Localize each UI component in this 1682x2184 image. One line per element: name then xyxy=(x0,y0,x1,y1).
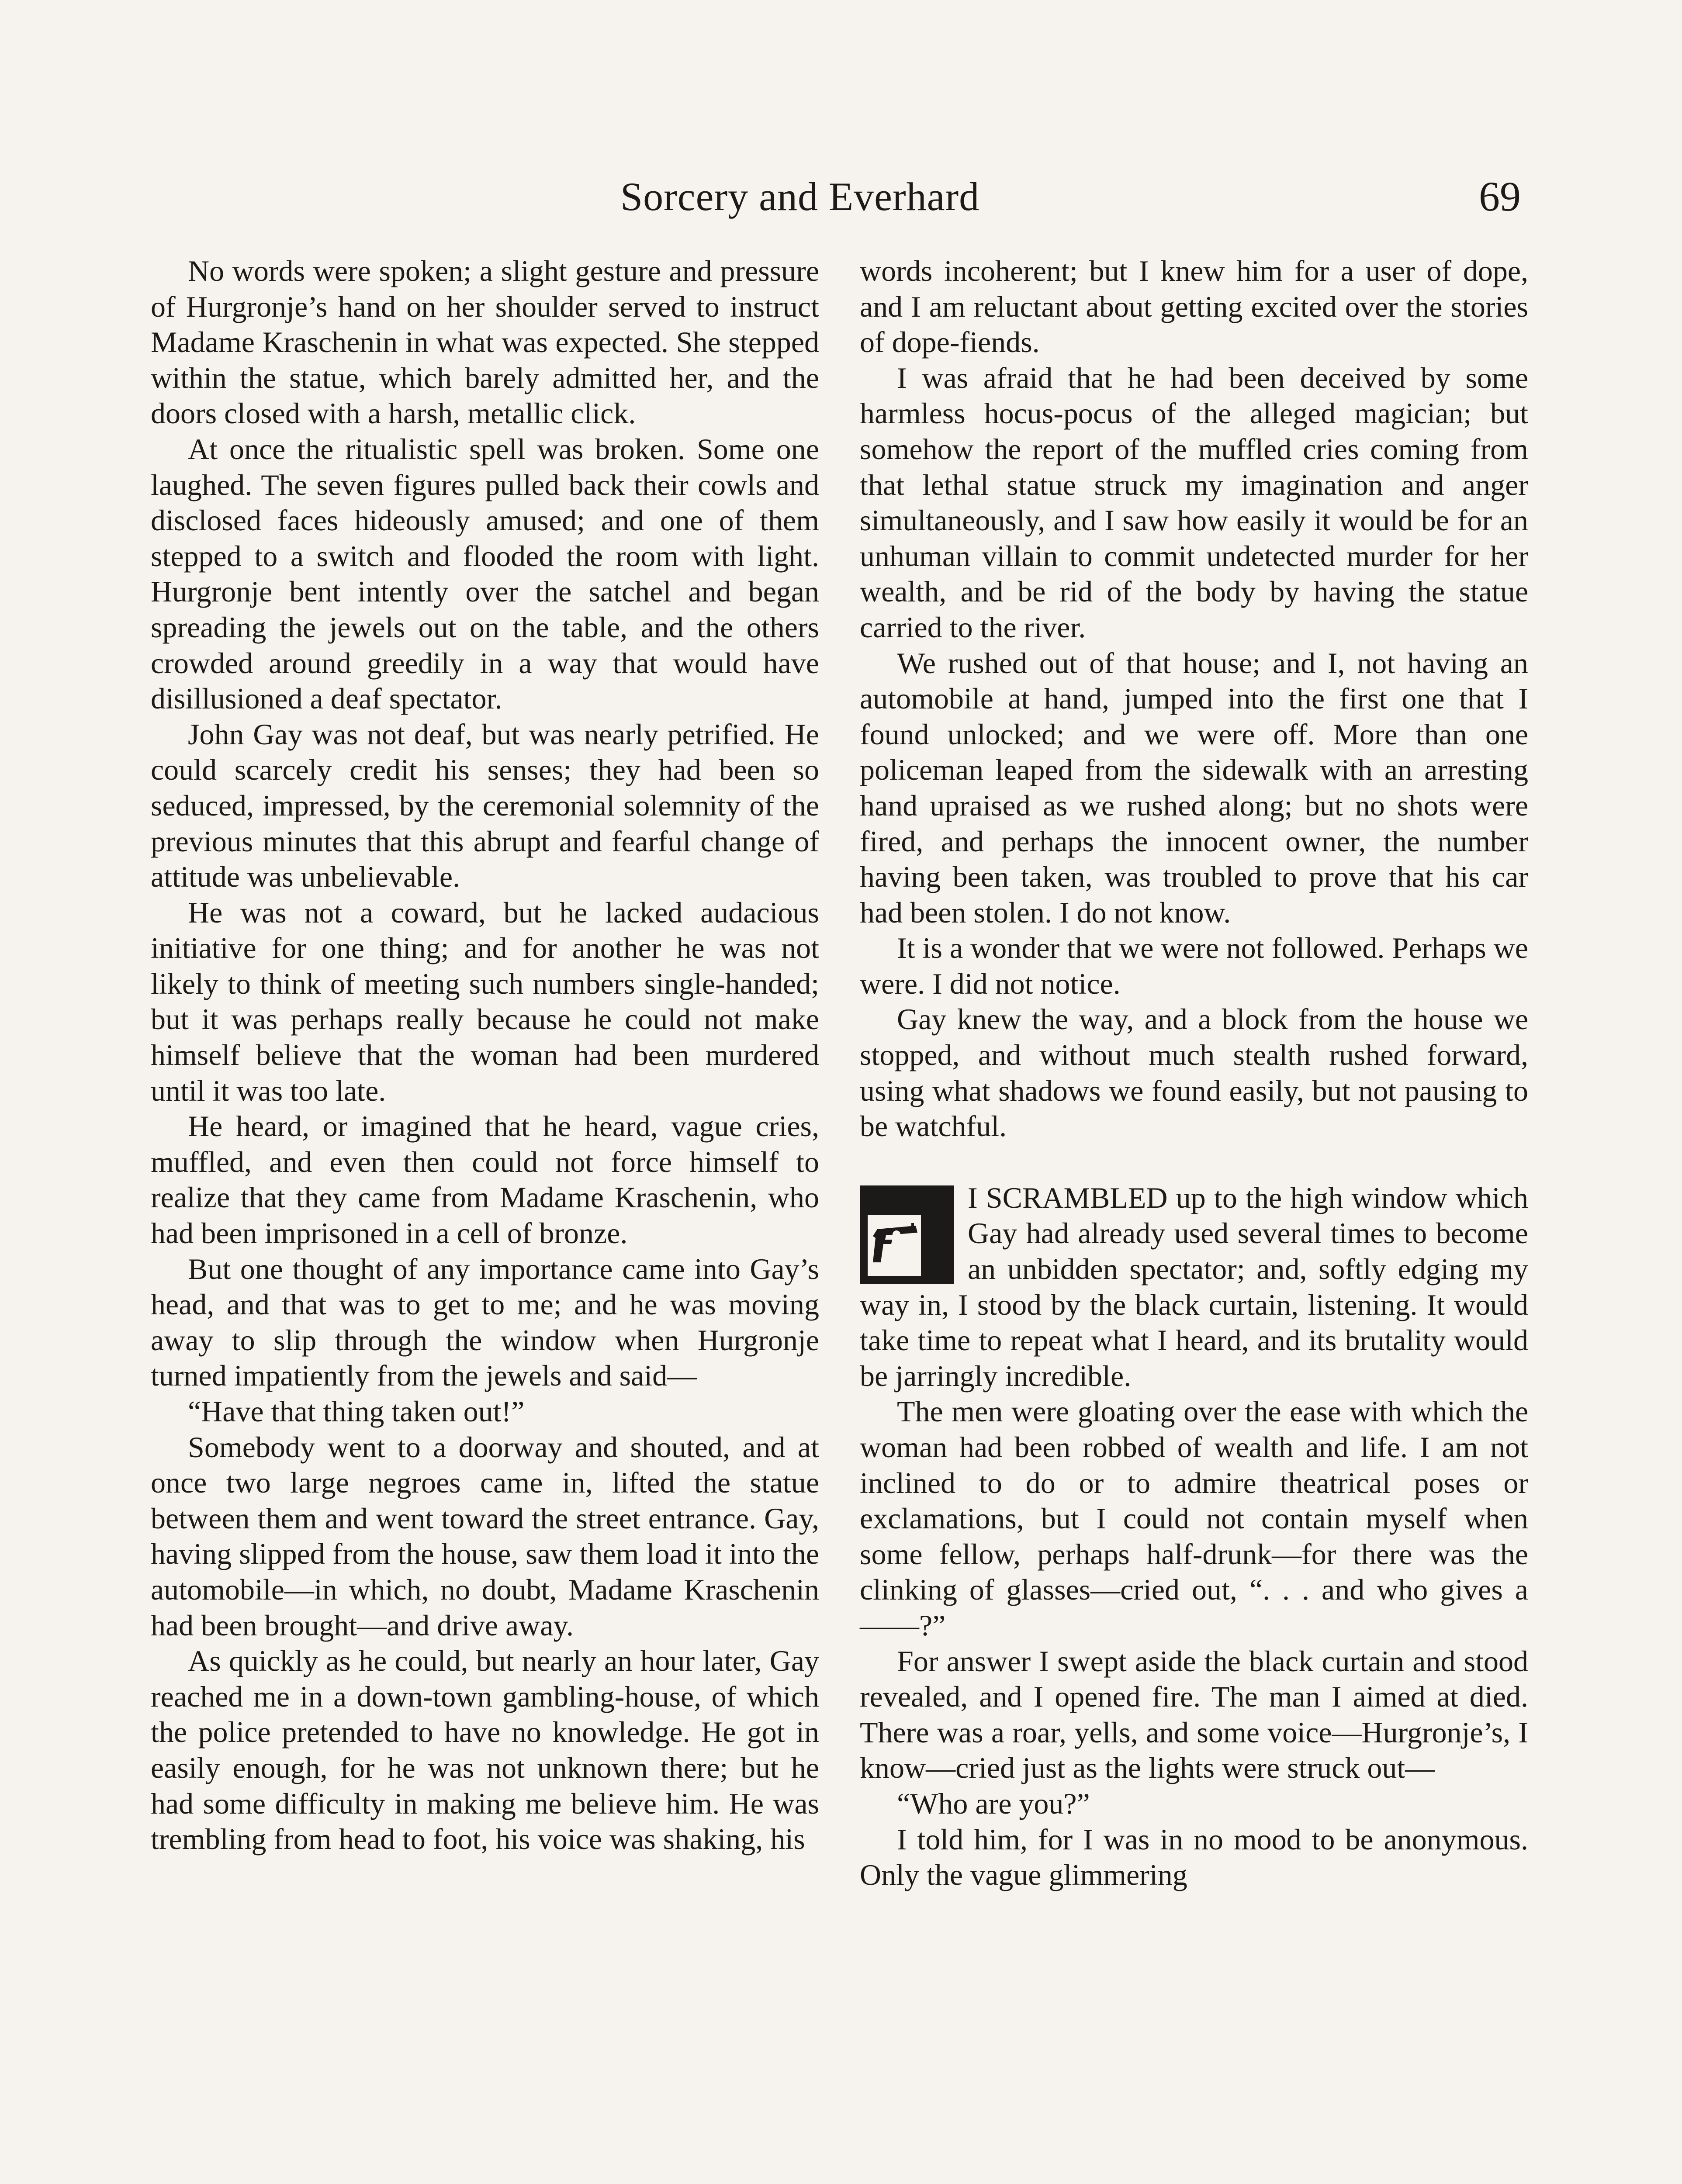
running-head xyxy=(0,170,1682,227)
section-opening-text: I SCRAMBLED up to the high window which Gay had already used several times to become an unbidden spectator; and, softly edging my way in, I stood by the black curtain, listening. It would take time to repeat what I heard, and its brutality would be jarringly incredible. xyxy=(860,1181,1528,1393)
paragraph: No words were spoken; a slight gesture and pressure of Hurgronje’s hand on her shoulder served to instruct Madame Kraschenin in what was expected. She stepped within the statue, which barely admitted her, and the doors closed with a harsh, metallic click. xyxy=(151,254,819,430)
paragraph: I told him, for I was in no mood to be anonymous. Only the vague glimmering xyxy=(860,1822,1528,1892)
section-break xyxy=(860,1144,1528,1180)
paragraph: John Gay was not deaf, but was nearly petrified. He could scarcely credit his senses; they had been so seduced, impressed, by the ceremonial solemnity of the previous minutes that this abrupt and fearful change of attitude was unbelievable. xyxy=(151,717,819,894)
running-title: Sorcery and Everhard xyxy=(620,174,980,219)
paragraph: It is a wonder that we were not followed. Perhaps we were. I did not notice. xyxy=(860,931,1528,1000)
paragraph: But one thought of any importance came into Gay’s head, and that was to get to me; and he was moving away to slip through the window when Hurgronje turned impatiently from the jewels and said— xyxy=(151,1252,819,1393)
paragraph: Gay knew the way, and a block from the house we stopped, and without much stealth rushed forward, using what shadows we found easily, but not pausing to be watchful. xyxy=(860,1002,1528,1143)
page-number: 69 xyxy=(1479,173,1521,220)
paragraph-continuation: words incoherent; but I knew him for a user of dope, and I am reluctant about getting excited over the stories of dope-fiends. xyxy=(860,254,1528,359)
paragraph: For answer I swept aside the black curtain and stood revealed, and I opened fire. The man I aimed at died. There was a roar, yells, and some voice—Hurgronje’s, I know—cried just as the lights were struck out— xyxy=(860,1644,1528,1785)
paragraph: He heard, or imagined that he heard, vague cries, muffled, and even then could not force himself to realize that they came from Madame Kraschenin, who had been imprisoned in a cell of bronze. xyxy=(151,1109,819,1250)
right-column xyxy=(860,253,1528,1893)
paragraph: He was not a coward, but he lacked audacious initiative for one thing; and for another he was not likely to think of meeting such numbers single-handed; but it was perhaps really because he could not make himself believe that the woman had been murdered until it was too late. xyxy=(151,895,819,1107)
section-opening-paragraph xyxy=(860,1180,1528,1394)
revolver-icon xyxy=(860,1185,954,1284)
paragraph: “Who are you?” xyxy=(897,1787,1090,1820)
paragraph: The men were gloating over the ease with which the woman had been robbed of wealth and life. I am not inclined to do or to admire theatrical poses or exclamations, but I could not contain myself when some fellow, perhaps half-drunk—for there was the clinking of glasses—cried out, “. . . and who gives a ——?” xyxy=(860,1395,1528,1642)
paragraph: Somebody went to a doorway and shouted, and at once two large negroes came in, lifted the statue between them and went toward the street entrance. Gay, having slipped from the house, saw them load it into the automobile—in which, no doubt, Madame Kraschenin had been brought—and drive away. xyxy=(151,1430,819,1642)
paragraph: We rushed out of that house; and I, not having an automobile at hand, jumped into the first one that I found unlocked; and we were off. More than one policeman leaped from the sidewalk with an arresting hand upraised as we rushed along; but no shots were fired, and perhaps the innocent owner, the number having been taken, was troubled to prove that his car had been stolen. I do not know. xyxy=(860,646,1528,929)
paragraph: At once the ritualistic spell was broken. Some one laughed. The seven figures pulled back their cowls and disclosed faces hideously amused; and one of them stepped to a switch and flooded the room with light. Hurgronje bent intently over the satchel and began spreading the jewels out on the table, and the others crowded around greedily in a way that would have disillusioned a deaf spectator. xyxy=(151,432,819,715)
paragraph: As quickly as he could, but nearly an hour later, Gay reached me in a down-town gambling-house, of which the police pretended to have no knowledge. He got in easily enough, for he was not unknown there; but he had some difficulty in making me believe him. He was trembling from head to foot, his voice was shaking, his xyxy=(151,1644,819,1856)
left-column xyxy=(151,253,819,1857)
paragraph: “Have that thing taken out!” xyxy=(188,1395,525,1428)
paragraph: I was afraid that he had been deceived by some harmless hocus-pocus of the alleged magician; but somehow the report of the muffled cries coming from that lethal statue struck my imagination and anger simultaneously, and I saw how easily it would be for an unhuman villain to commit undetected murder for her wealth, and be rid of the body by having the statue carried to the river. xyxy=(860,361,1528,644)
